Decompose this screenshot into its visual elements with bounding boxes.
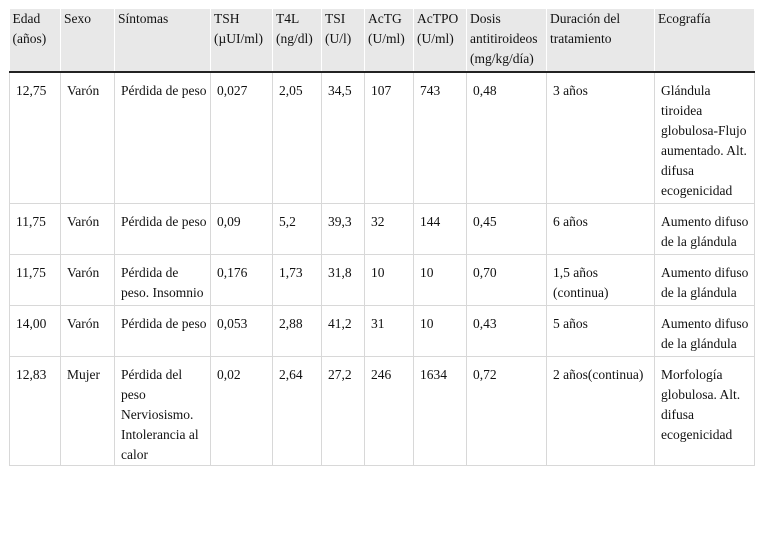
header-cell-actg: AcTG (U/ml) (365, 9, 414, 72)
cell-t4l: 2,64 (273, 357, 322, 466)
cell-dosis: 0,72 (467, 357, 547, 466)
table-header (10, 9, 755, 72)
cell-sexo: Varón (61, 204, 115, 255)
header-cell-duracion: Duración del tratamiento (547, 9, 655, 72)
table-row (10, 255, 755, 306)
cell-actpo: 10 (414, 306, 467, 357)
cell-edad: 11,75 (10, 255, 61, 306)
cell-edad: 11,75 (10, 204, 61, 255)
cell-actg: 246 (365, 357, 414, 466)
header-cell-tsh: TSH (µUI/ml) (211, 9, 273, 72)
header-cell-edad: Edad (años) (10, 9, 61, 72)
header-row (10, 9, 755, 72)
header-cell-tsi: TSI (U/l) (322, 9, 365, 72)
cell-t4l: 2,88 (273, 306, 322, 357)
cell-actpo: 144 (414, 204, 467, 255)
cell-t4l: 2,05 (273, 72, 322, 204)
cell-duracion: 1,5 años (continua) (547, 255, 655, 306)
header-cell-t4l: T4L (ng/dl) (273, 9, 322, 72)
header-cell-dosis: Dosis antitiroideos (mg/kg/día) (467, 9, 547, 72)
table-body (10, 72, 755, 466)
cell-dosis: 0,48 (467, 72, 547, 204)
cell-sexo: Varón (61, 306, 115, 357)
cell-sintomas: Pérdida de peso. Insomnio (115, 255, 211, 306)
cell-tsh: 0,09 (211, 204, 273, 255)
cell-ecografia: Glándula tiroidea globulosa-Flujo aumentado. Alt. difusa ecogenicidad (655, 72, 755, 204)
cell-sintomas: Pérdida de peso (115, 204, 211, 255)
cell-duracion: 6 años (547, 204, 655, 255)
cell-sexo: Varón (61, 72, 115, 204)
cell-sintomas: Pérdida de peso (115, 306, 211, 357)
cell-dosis: 0,43 (467, 306, 547, 357)
cell-actpo: 743 (414, 72, 467, 204)
cell-t4l: 5,2 (273, 204, 322, 255)
cell-edad: 12,75 (10, 72, 61, 204)
cell-duracion: 3 años (547, 72, 655, 204)
cell-dosis: 0,70 (467, 255, 547, 306)
cell-sintomas: Pérdida del peso Nerviosismo. Intolerancia al calor (115, 357, 211, 466)
cell-ecografia: Aumento difuso de la glándula (655, 204, 755, 255)
cell-tsi: 31,8 (322, 255, 365, 306)
cell-actg: 10 (365, 255, 414, 306)
cell-edad: 14,00 (10, 306, 61, 357)
cell-dosis: 0,45 (467, 204, 547, 255)
cell-edad: 12,83 (10, 357, 61, 466)
cell-actpo: 10 (414, 255, 467, 306)
cell-tsh: 0,02 (211, 357, 273, 466)
header-cell-sexo: Sexo (61, 9, 115, 72)
cell-sexo: Mujer (61, 357, 115, 466)
cell-ecografia: Aumento difuso de la glándula (655, 306, 755, 357)
cell-tsi: 41,2 (322, 306, 365, 357)
cell-tsh: 0,176 (211, 255, 273, 306)
cell-tsi: 39,3 (322, 204, 365, 255)
table-row (10, 357, 755, 466)
cell-tsh: 0,027 (211, 72, 273, 204)
cell-tsi: 27,2 (322, 357, 365, 466)
cell-sintomas: Pérdida de peso (115, 72, 211, 204)
header-cell-sintomas: Síntomas (115, 9, 211, 72)
header-cell-ecografia: Ecografía (655, 9, 755, 72)
cell-actg: 107 (365, 72, 414, 204)
table-row (10, 306, 755, 357)
cell-tsi: 34,5 (322, 72, 365, 204)
cell-actg: 31 (365, 306, 414, 357)
cell-t4l: 1,73 (273, 255, 322, 306)
cell-duracion: 5 años (547, 306, 655, 357)
cell-sexo: Varón (61, 255, 115, 306)
table-row (10, 204, 755, 255)
cell-actg: 32 (365, 204, 414, 255)
cell-tsh: 0,053 (211, 306, 273, 357)
cell-duracion: 2 años(continua) (547, 357, 655, 466)
table-row (10, 72, 755, 204)
cell-ecografia: Morfología globulosa. Alt. difusa ecogenicidad (655, 357, 755, 466)
cell-ecografia: Aumento difuso de la glándula (655, 255, 755, 306)
cell-actpo: 1634 (414, 357, 467, 466)
header-cell-actpo: AcTPO (U/ml) (414, 9, 467, 72)
clinical-data-table (9, 9, 755, 466)
